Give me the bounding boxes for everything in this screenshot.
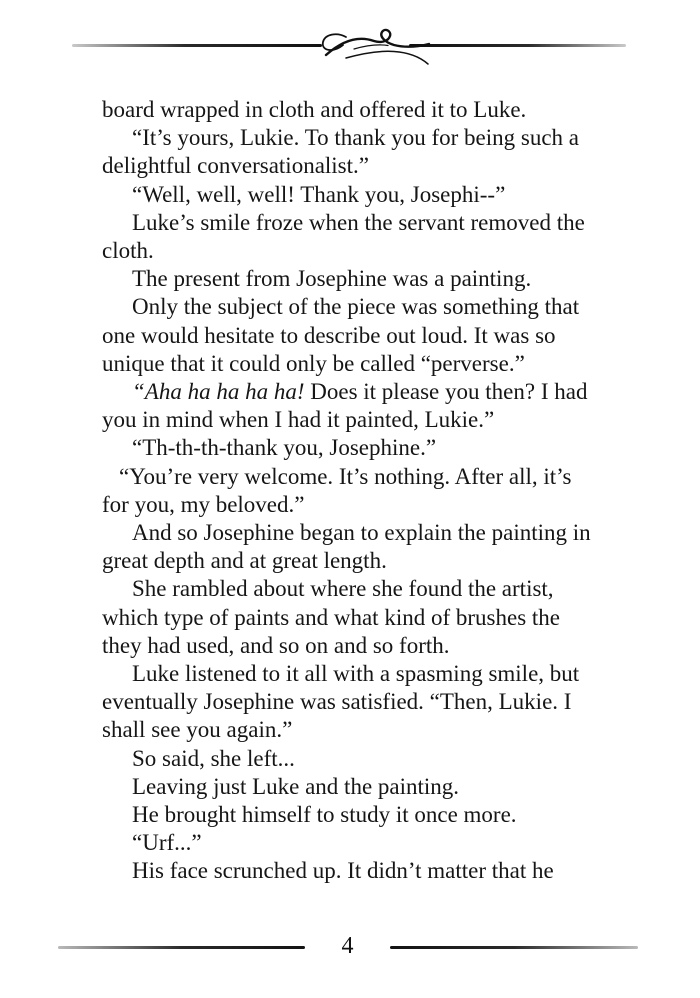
- text-line: [102, 660, 607, 688]
- header-divider: [0, 0, 700, 80]
- text-run: one would hesitate to describe out loud. It was so: [102, 322, 556, 348]
- text-run: So said, she left...: [132, 745, 295, 771]
- paragraph: [102, 745, 607, 773]
- text-line: [102, 293, 607, 321]
- text-line: [102, 434, 607, 462]
- text-run: Does it please you then? I had: [304, 379, 588, 405]
- text-line: [102, 124, 607, 152]
- text-run: He brought himself to study it once more.: [132, 802, 517, 828]
- text-run: “Th-th-th-thank you, Josephine.”: [132, 435, 437, 461]
- paragraph: [102, 96, 607, 124]
- text-run: you in mind when I had it painted, Lukie.”: [102, 407, 495, 433]
- paragraph: [102, 209, 607, 265]
- text-line: [102, 575, 607, 603]
- paragraph: [102, 265, 607, 293]
- text-line: [102, 745, 607, 773]
- italic-text-run: “Aha ha ha ha ha!: [132, 379, 305, 405]
- text-line: [102, 463, 607, 491]
- flourish-icon: [316, 24, 438, 70]
- paragraph: [102, 575, 607, 660]
- text-run: delightful conversationalist.”: [102, 153, 369, 179]
- paragraph: [102, 463, 607, 519]
- paragraph: [102, 124, 607, 180]
- footer-rule-right: [390, 946, 638, 949]
- paragraph: [102, 378, 607, 434]
- text-line: [102, 632, 607, 660]
- text-line: [102, 322, 607, 350]
- text-run: “You’re very welcome. It’s nothing. After all, it’s: [119, 463, 572, 489]
- header-rule-right: [409, 44, 626, 47]
- paragraph: [102, 857, 607, 885]
- page-number: 4: [341, 933, 354, 959]
- text-line: [102, 801, 607, 829]
- page-text: [102, 96, 607, 886]
- text-run: “Well, well, well! Thank you, Josephi--”: [132, 181, 506, 207]
- text-run: which type of paints and what kind of brushes the: [102, 604, 560, 630]
- text-run: His face scrunched up. It didn’t matter that he: [132, 858, 554, 884]
- text-run: for you, my beloved.”: [102, 491, 305, 517]
- text-line: [102, 181, 607, 209]
- text-run: shall see you again.”: [102, 717, 293, 743]
- text-run: And so Josephine began to explain the painting in: [132, 520, 591, 546]
- text-run: “It’s yours, Lukie. To thank you for being such a: [132, 125, 580, 151]
- header-rule-left: [72, 44, 322, 47]
- text-line: [102, 265, 607, 293]
- text-line: [102, 237, 607, 265]
- text-run: Luke listened to it all with a spasming smile, but: [132, 661, 580, 687]
- text-run: “Urf...”: [132, 830, 202, 856]
- text-line: [102, 829, 607, 857]
- text-line: [102, 491, 607, 519]
- paragraph: [102, 434, 607, 462]
- text-line: [102, 350, 607, 378]
- paragraph: [102, 293, 607, 378]
- text-run: great depth and at great length.: [102, 548, 387, 574]
- text-run: board wrapped in cloth and offered it to Luke.: [102, 97, 527, 122]
- text-line: [102, 857, 607, 885]
- text-line: [102, 152, 607, 180]
- paragraph: [102, 773, 607, 801]
- paragraph: [102, 801, 607, 829]
- paragraph: [102, 181, 607, 209]
- footer-rule-left: [58, 946, 305, 949]
- text-line: [102, 604, 607, 632]
- text-run: Only the subject of the piece was something that: [132, 294, 580, 320]
- text-line: [102, 209, 607, 237]
- text-line: [102, 547, 607, 575]
- text-line: [102, 406, 607, 434]
- text-run: unique that it could only be called “perverse.”: [102, 350, 525, 376]
- text-line: [102, 688, 607, 716]
- text-run: eventually Josephine was satisfied. “Then, Lukie. I: [102, 689, 572, 715]
- text-line: [102, 519, 607, 547]
- text-line: [102, 96, 607, 124]
- text-run: Luke’s smile froze when the servant removed the: [132, 209, 585, 235]
- text-run: cloth.: [102, 238, 154, 264]
- text-run: She rambled about where she found the artist,: [132, 576, 554, 602]
- text-run: they had used, and so on and so forth.: [102, 632, 450, 658]
- paragraph: [102, 519, 607, 575]
- paragraph: [102, 660, 607, 745]
- paragraph: [102, 829, 607, 857]
- text-line: [102, 773, 607, 801]
- text-run: Leaving just Luke and the painting.: [132, 773, 460, 799]
- text-line: [102, 716, 607, 744]
- text-line: [102, 378, 607, 406]
- text-run: The present from Josephine was a painting.: [132, 266, 532, 292]
